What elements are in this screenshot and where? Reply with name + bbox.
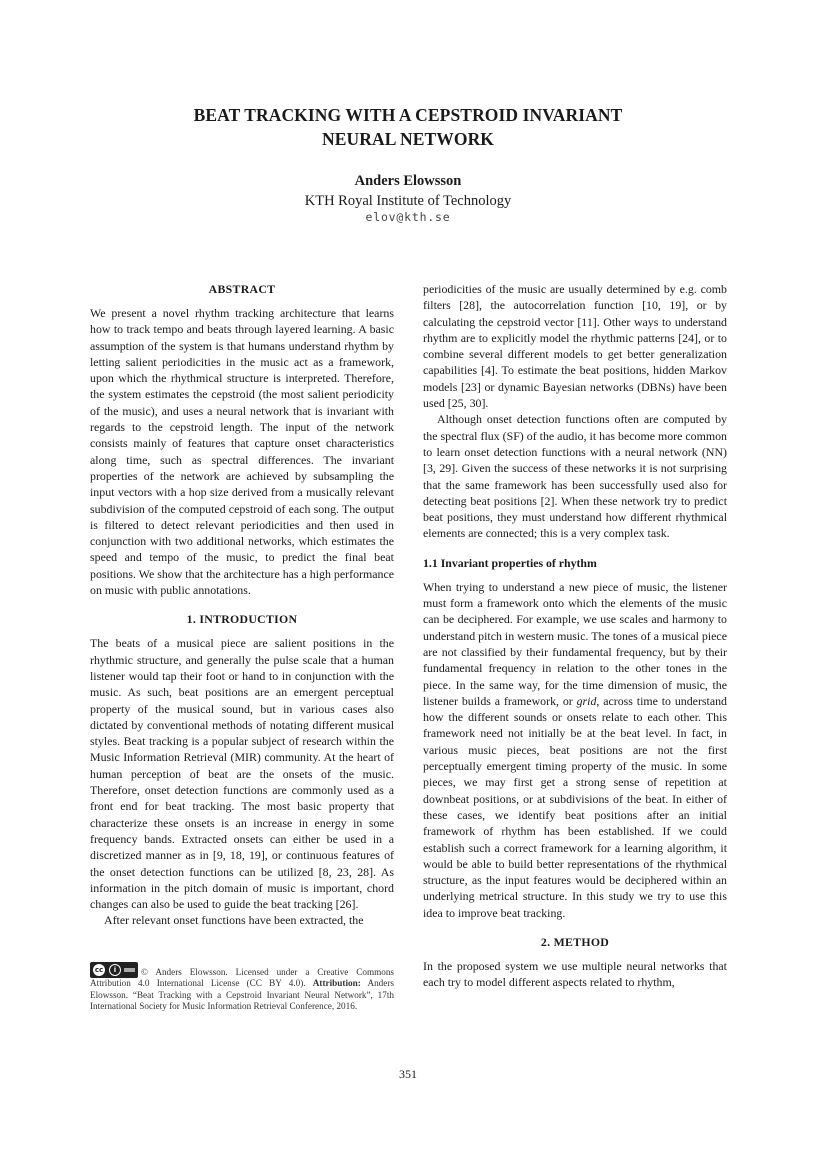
left-column (90, 281, 420, 929)
right-paragraph-2: Although onset detection functions often are computed by the spectral flux (SF) of the audio, it has become more common to learn onset detection functions with a neural network (NN) [3, 29]. Given the success of these networks it is not surprising that the same framework has been successfully used also for detecting beat positions [2]. When these network try to predict beat positions, they must understand how different rhythmical elements are connected; this is a very complex task. (423, 412, 727, 541)
abstract-text: We present a novel rhythm tracking architecture that learns how to track tempo and beats through layered learning. A basic assumption of the system is that humans understand rhythm by letting salient periodicities in the music act as a framework, upon which the rhythmical structure is interpreted. Therefore, the system estimates the cepstroid (the most salient periodicity of the music), and uses a neural network that is invariant with regards to the cepstroid length. The input of the network consists mainly of features that capture onset characteristics along time, such as spectral differences. The invariant properties of the network are achieved by subsampling the input vectors with a hop size derived from a musically relevant subdivision of the computed cepstroid of each song. The output is filtered to detect relevant periodicities and then used in conjunction with two additional networks, which estimates the speed and tempo of the music, to predict the final beat positions. We show that the architecture has a high performance on music with public annotations. (90, 306, 394, 598)
paper-title (100, 103, 716, 151)
license-bar-icon (124, 968, 135, 972)
attribution-label: Attribution: (312, 978, 361, 989)
author-email: elov@kth.se (365, 210, 451, 224)
introduction-paragraph-1: The beats of a musical piece are salient positions in the rhythmic structure, and generally the pulse scale that a human listener would tap their foot or hand to in conjunction with the music. As such, beat positions are an emergent perceptual property of the musical sound, but in various cases also dictated by conventional methods of notating different musical styles. Beat tracking is a popular subject of research within the Music Information Retrieval (MIR) community. At the heart of human perception of beat are the onsets of the music. Therefore, onset detection functions are commonly used as a front end for beat tracking. The most basic property that characterize these onsets is an increase in energy in some frequency bands. Extracted onsets can either be used in a discretized manner as in [9, 18, 19], or continuous features of the onset detection functions can be utilized [8, 23, 28]. As information in the pitch domain of music is important, chord changes can also be used to guide the beat tracking [26]. (90, 636, 394, 912)
license-text-b: Anders Elowsson. “Beat Tracking with a Cepstroid Invariant Neural Network”, 17th International Society for Music Information Retrieval Conference, 2016. (90, 978, 394, 1012)
abstract-heading: ABSTRACT (208, 282, 276, 296)
cc-circle-icon: cc (94, 966, 104, 974)
title-line-1: BEAT TRACKING WITH A CEPSTROID INVARIANT (193, 105, 623, 125)
p3-text-a: When trying to understand a new piece of music, the listener must form a framework onto which the elements of the music can be deciphered. For example, we use scales and harmony to understand pitch in western music. The tones of a musical piece are not classified by their fundamental frequency, but by their fundamental frequency in relation to the other tones in the piece. In the same way, for the time dimension of music, the listener builds a framework, or (423, 579, 727, 708)
right-column (423, 281, 727, 991)
p3-text-b: , across time to understand how the different sounds or onsets relate to each other. This framework need not initially be at the beat level. In fact, in various music pieces, beat positions are not the first perceptually emergent timing property of the music. In some pieces, we may first get a strong sense of repetition at downbeat positions, or at subdivisions of the beat. In either of these cases, we identify beat positions after an initial framework of rhythm has been established. If we could establish such a correct framework for a learning algorithm, it would be able to build better representations of the rhythmical structure, as the input features would be deciphered within an underlying metrical structure. In this study we try to use this idea to improve beat tracking. (423, 693, 727, 920)
attribution-person-icon: i (109, 964, 121, 976)
title-line-2: NEURAL NETWORK (321, 129, 495, 149)
right-paragraph-3 (423, 579, 727, 921)
creative-commons-icon (90, 962, 138, 978)
license-text-a: © Anders Elowsson. Licensed under a Creative Commons Attribution 4.0 International License (CC BY 4.0). (90, 967, 394, 989)
page-number: 351 (399, 1067, 417, 1081)
method-heading: 2. METHOD (540, 934, 610, 949)
author-name: Anders Elowsson (354, 173, 462, 189)
method-paragraph-1: In the proposed system we use multiple neural networks that each try to model different aspects related to rhythm, (423, 958, 727, 990)
license-footnote (90, 962, 394, 1013)
right-paragraph-1: periodicities of the music are usually determined by e.g. comb filters [28], the autocorrelation function [10, 19], or by calculating the cepstroid vector [11]. Other ways to understand rhythm are to explicitly model the rhythmic patterns [24], or to combine several different models to get better generalization capabilities [4]. To estimate the beat positions, hidden Markov models [23] or dynamic Bayesian networks (DBNs) have been used [25, 30]. (423, 282, 727, 411)
subsection-heading-1-1: 1.1 Invariant properties of rhythm (423, 555, 597, 570)
author-affiliation: KTH Royal Institute of Technology (304, 193, 512, 209)
introduction-heading: 1. INTRODUCTION (186, 612, 298, 627)
p3-emphasis: grid (576, 693, 597, 708)
introduction-paragraph-2: After relevant onset functions have been extracted, the (104, 913, 364, 928)
